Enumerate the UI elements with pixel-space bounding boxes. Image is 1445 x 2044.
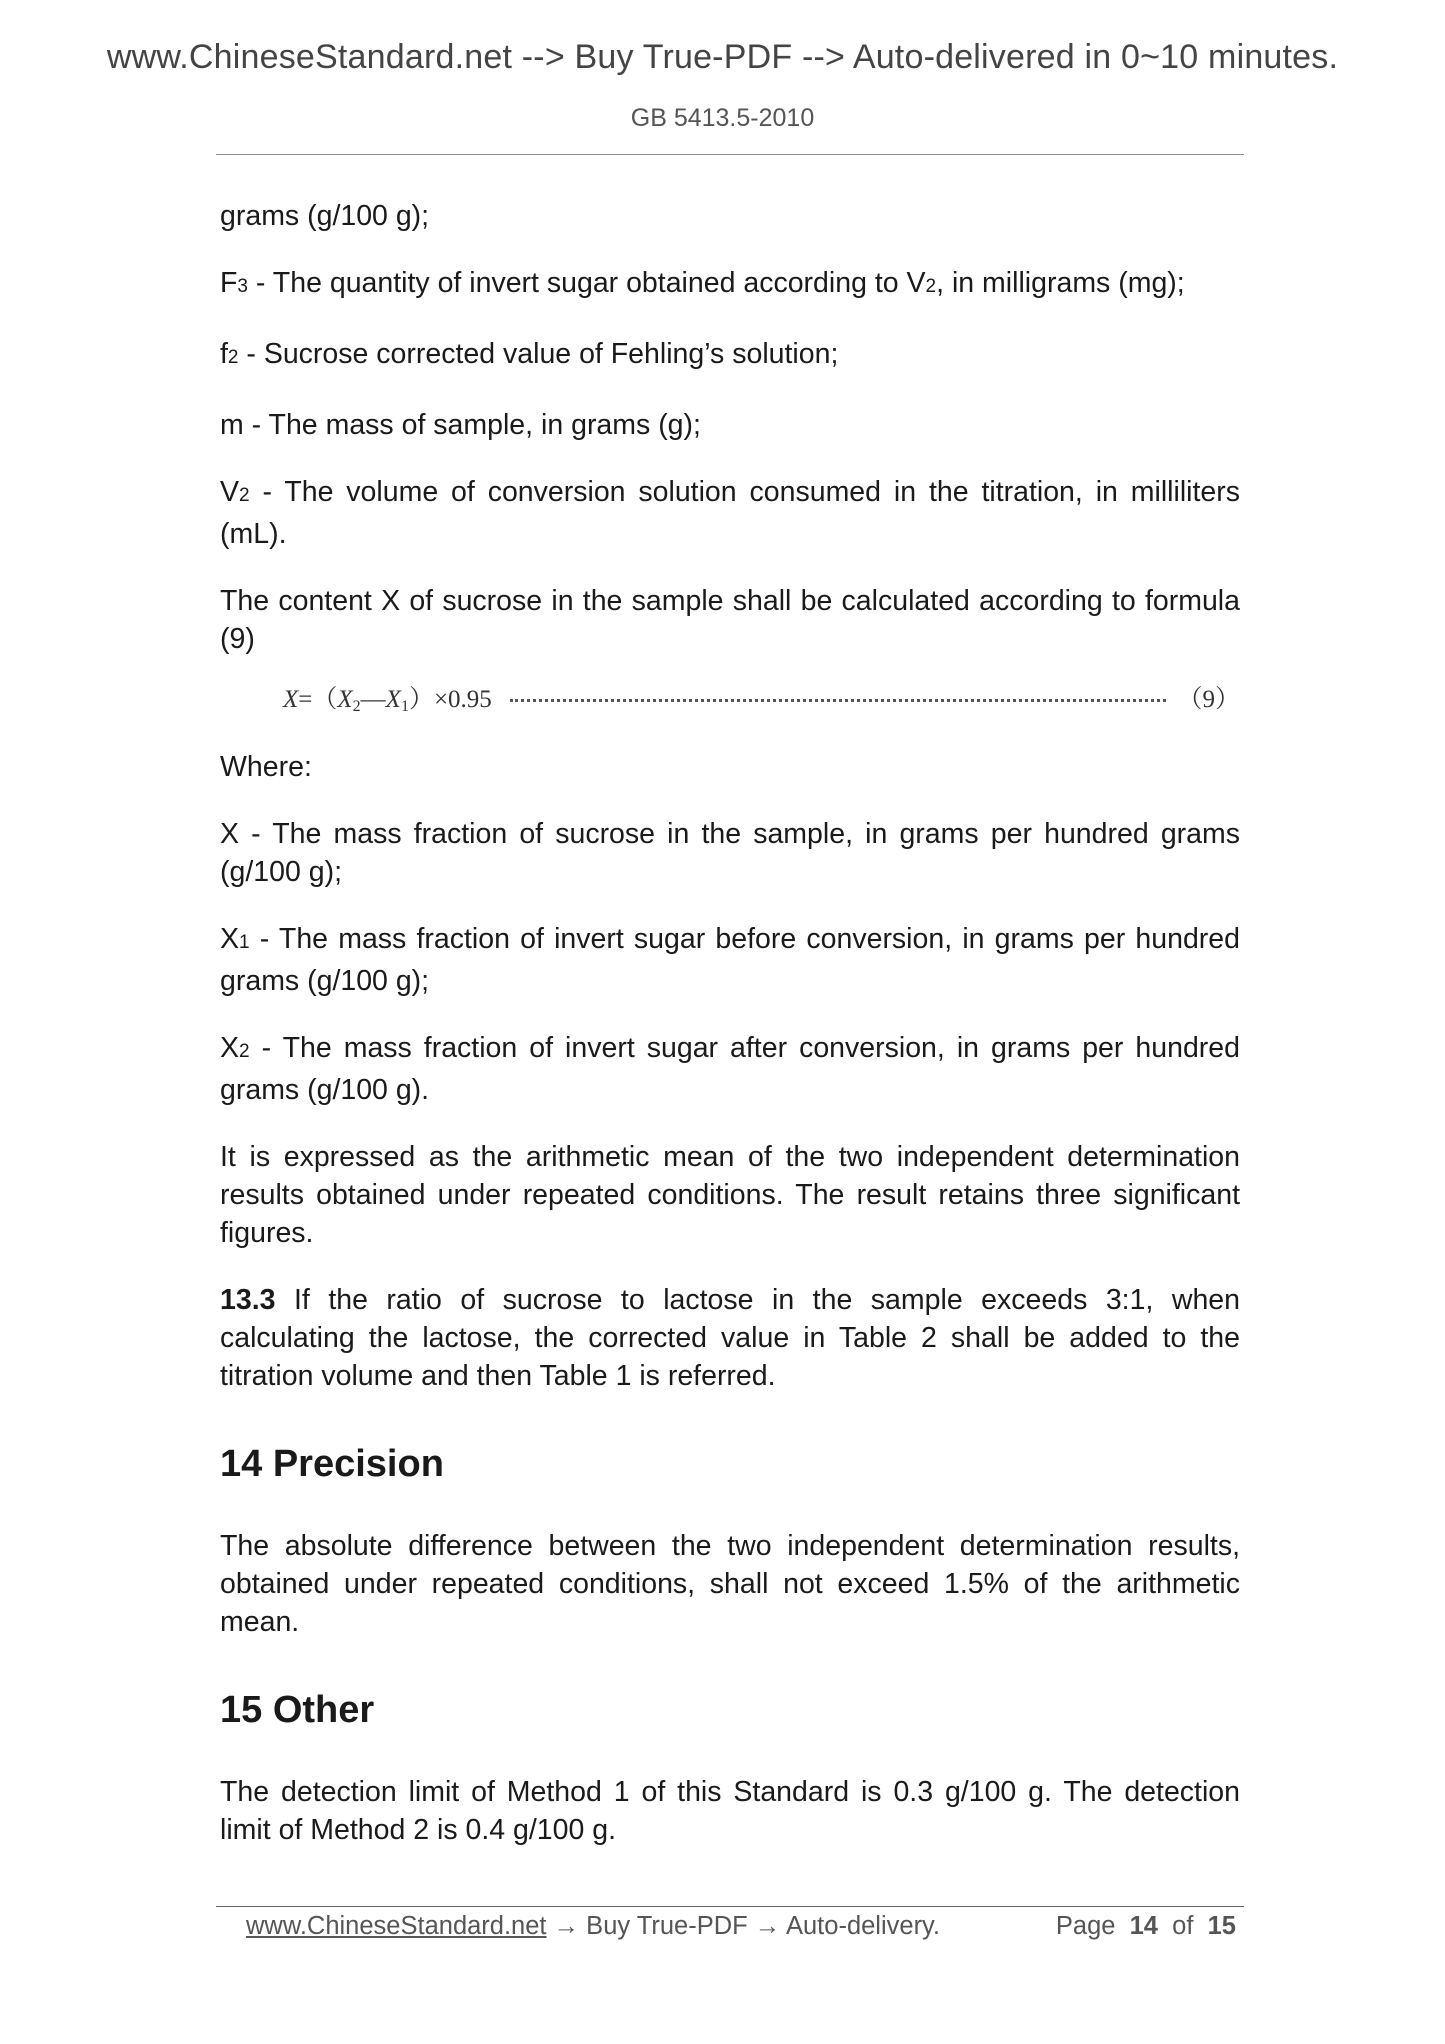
symbol: X [220, 923, 240, 955]
subscript: 3 [237, 276, 248, 297]
formula-number: （9） [1169, 681, 1240, 719]
section-heading-other: 15 Other [220, 1689, 375, 1731]
page-total: 15 [1207, 1912, 1236, 1940]
subscript: 2 [239, 1041, 250, 1062]
definition-x2 [220, 1029, 1240, 1109]
formula-var: X [283, 686, 299, 713]
clause-text: If the ratio of sucrose to lactose in the sample exceeds 3:1, when calculating the lactose, the corrected value in Table 2 shall be added to the titration volume and then Table 1 is referred. [220, 1284, 1240, 1392]
definition-x1 [220, 920, 1240, 1000]
formula-9 [220, 679, 1240, 715]
paragraph-formula-intro: The content X of sucrose in the sample shall be calculated according to formula (9) [220, 585, 1240, 655]
paragraph-detection-limit: The detection limit of Method 1 of this Standard is 0.3 g/100 g. The detection limit of Method 2 is 0.4 g/100 g. [220, 1776, 1240, 1846]
symbol: X [220, 1032, 240, 1064]
definition-text: - The volume of conversion solution consumed in the titration, in milliliters (mL). [220, 476, 1240, 550]
of-label: of [1172, 1912, 1194, 1940]
definition-text: - The quantity of invert sugar obtained according to V [248, 267, 926, 299]
formula-leader-dots [510, 699, 1178, 702]
footer-site-link[interactable]: www.ChineseStandard.net [246, 1912, 547, 1940]
section-heading-precision: 14 Precision [220, 1443, 444, 1485]
formula-operator: — [360, 686, 386, 713]
symbol: V [220, 476, 240, 508]
definition-v2 [220, 473, 1240, 553]
formula-expression [283, 681, 500, 719]
formula-var: X [385, 686, 401, 713]
definition-text: - The mass fraction of invert sugar before conversion, in grams per hundred grams (g/100 g); [220, 923, 1240, 997]
definition-x: X - The mass fraction of sucrose in the sample, in grams per hundred grams (g/100 g); [220, 818, 1240, 888]
formula-subscript: 1 [400, 698, 409, 715]
clause-13-3 [220, 1281, 1240, 1395]
formula-operator: ）×0.95 [408, 686, 492, 713]
header-divider [216, 154, 1244, 155]
footer-tagline: → Buy True-PDF → Auto-delivery. [546, 1912, 940, 1940]
page-footer [246, 1912, 1236, 1941]
page-indicator [1056, 1912, 1236, 1941]
definition-f3 [220, 264, 1240, 306]
document-body [220, 197, 1240, 1878]
subscript: 1 [239, 932, 250, 953]
definition-m: m - The mass of sample, in grams (g); [220, 409, 701, 441]
definition-text: - The mass fraction of invert sugar after conversion, in grams per hundred grams (g/100 g). [220, 1032, 1240, 1106]
site-banner: www.ChineseStandard.net --> Buy True-PDF --> Auto-delivered in 0~10 minutes. [106, 38, 1339, 76]
subscript: 2 [239, 485, 250, 506]
where-label: Where: [220, 751, 312, 783]
subscript: 2 [925, 276, 937, 297]
subscript: 2 [227, 347, 239, 368]
clause-number: 13.3 [220, 1284, 276, 1316]
symbol: f [220, 338, 228, 370]
standard-code: GB 5413.5-2010 [630, 104, 815, 132]
paragraph-grams-continuation: grams (g/100 g); [220, 200, 430, 232]
footer-divider [216, 1906, 1244, 1907]
page-current: 14 [1129, 1912, 1158, 1940]
paragraph-result-expression: It is expressed as the arithmetic mean of the two independent determination results obtained under repeated conditions. The result retains three significant figures. [220, 1141, 1240, 1249]
formula-subscript: 2 [352, 698, 361, 715]
definition-f2 [220, 335, 1240, 377]
formula-operator: =（ [298, 686, 338, 713]
definition-text: - Sucrose corrected value of Fehling’s solution; [238, 338, 839, 370]
symbol: F [220, 267, 238, 299]
page-label: Page [1055, 1912, 1116, 1940]
paragraph-precision: The absolute difference between the two independent determination results, obtained under repeated conditions, shall not exceed 1.5% of the arithmetic mean. [220, 1530, 1240, 1638]
definition-text: , in milligrams (mg); [936, 267, 1185, 299]
formula-var: X [337, 686, 353, 713]
